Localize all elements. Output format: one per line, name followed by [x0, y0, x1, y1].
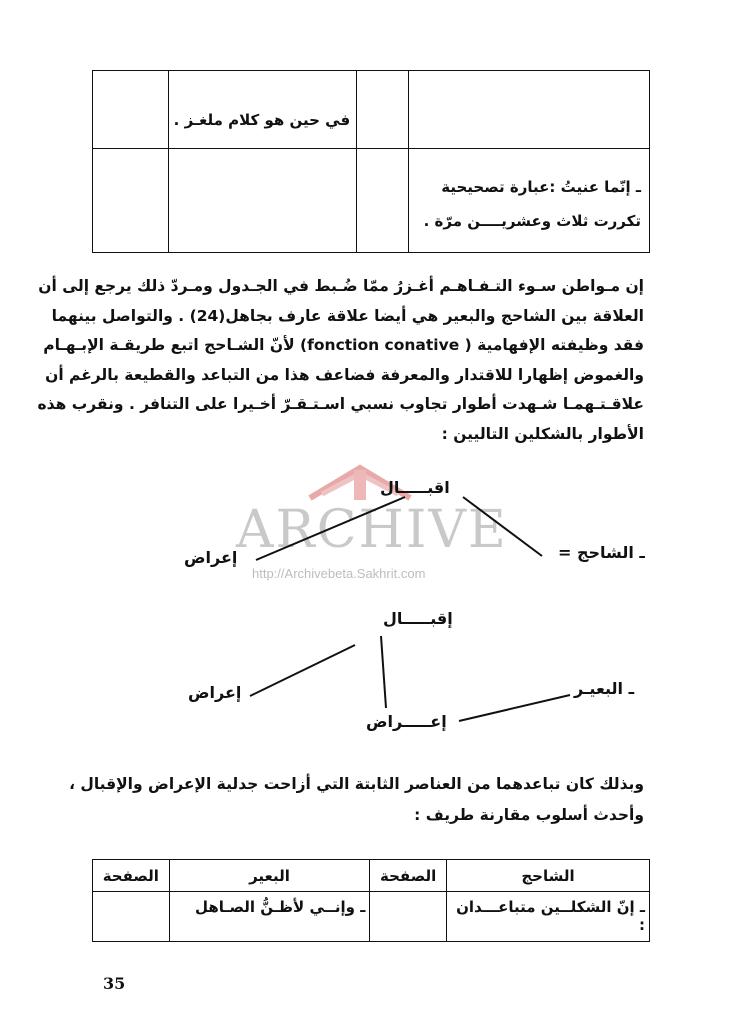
- diagram1-subject-label: ـ الشاحج =: [558, 543, 645, 562]
- table-cell: [169, 892, 370, 942]
- column-header: الشاحج: [521, 866, 575, 885]
- diagram1-line-left: [256, 497, 405, 560]
- table-cell-text: ـ وإنــي لأظـنُّ الصـاهل: [194, 898, 366, 916]
- paragraph-line: وبذلك كان تباعدهما من العناصر الثابتة التي أزاحت جدلية الإعراض والإقبال ،: [69, 775, 644, 793]
- paragraph-line: العلاقة بين الشاحج والبعير هي أيضا علاقة عارف بجاهل(24) . والتواصل بينهما: [51, 306, 644, 325]
- watermark-url: http://Archivebeta.Sakhrit.com: [252, 566, 426, 581]
- paragraph-line: فقد وظيفته الإفهامية ( fonction conative) لأنّ الشـاحج اتبع طريقـة الإبـهـام: [43, 336, 644, 354]
- paragraph-line: والغموض إظهارا للاقتدار والمعرفة فضاعف هذا من التباعد والقطيعة بالرغم أن: [45, 365, 644, 384]
- table-cell: [370, 892, 447, 942]
- paragraph-line: الأطوار بالشكلين التاليين :: [441, 424, 644, 443]
- diagram2-line-right: [459, 695, 570, 721]
- watermark-title: ARCHIVE: [236, 500, 508, 560]
- table-header-cell: [370, 860, 447, 892]
- page-number: 35: [103, 974, 126, 993]
- column-header: الصفحة: [380, 866, 437, 885]
- diagram2-top-label: إقبـــــال: [383, 609, 453, 628]
- diagram1-line-right: [463, 497, 542, 556]
- paragraph-line: إن مـواطن سـوء التـفـاهـم أغـزرُ ممّا ضُـبط في الجـدول ومـردّ ذلك يرجع إلى أن: [38, 277, 644, 295]
- diagram2-line-left: [250, 645, 355, 696]
- diagram2-line-down: [381, 636, 386, 708]
- diagram1-top-label: اقبـــــال: [380, 478, 450, 497]
- diagram2-subject-label: ـ البعيـر: [574, 679, 635, 698]
- column-header: الصفحة: [102, 866, 159, 885]
- column-header: البعير: [249, 866, 290, 885]
- diagram2-left-label: إعراض: [188, 683, 242, 702]
- bottom-comparison-table: [92, 859, 650, 942]
- diagram1-left-label: إعراض: [184, 548, 238, 567]
- table-header-cell: [446, 860, 649, 892]
- table-cell: [446, 892, 649, 942]
- paragraph-line: علاقـتـهمـا شـهدت أطوار تجاوب نسبي اسـتـقـرّ أخـيرا على التنافر . ونقرب هذه: [37, 395, 644, 413]
- table-cell-text: ـ إنّ الشكلــين متباعـــدان :: [456, 898, 645, 934]
- cell-line: ـ إنّما عنيتُ :عبارة تصحيحية: [441, 177, 641, 196]
- diagram2-bottom-label: إعـــــراض: [366, 712, 447, 731]
- table-cell: [93, 892, 170, 942]
- table-header-cell: [169, 860, 370, 892]
- table-header-cell: [93, 860, 170, 892]
- paragraph-line: وأحدث أسلوب مقارنة طريف :: [414, 806, 644, 824]
- body-paragraph: [69, 769, 644, 831]
- table-cell-text: في حين هو كلام ملغـز .: [173, 110, 351, 129]
- cell-line: تكررت ثلاث وعشريــــن مرّة .: [423, 211, 641, 230]
